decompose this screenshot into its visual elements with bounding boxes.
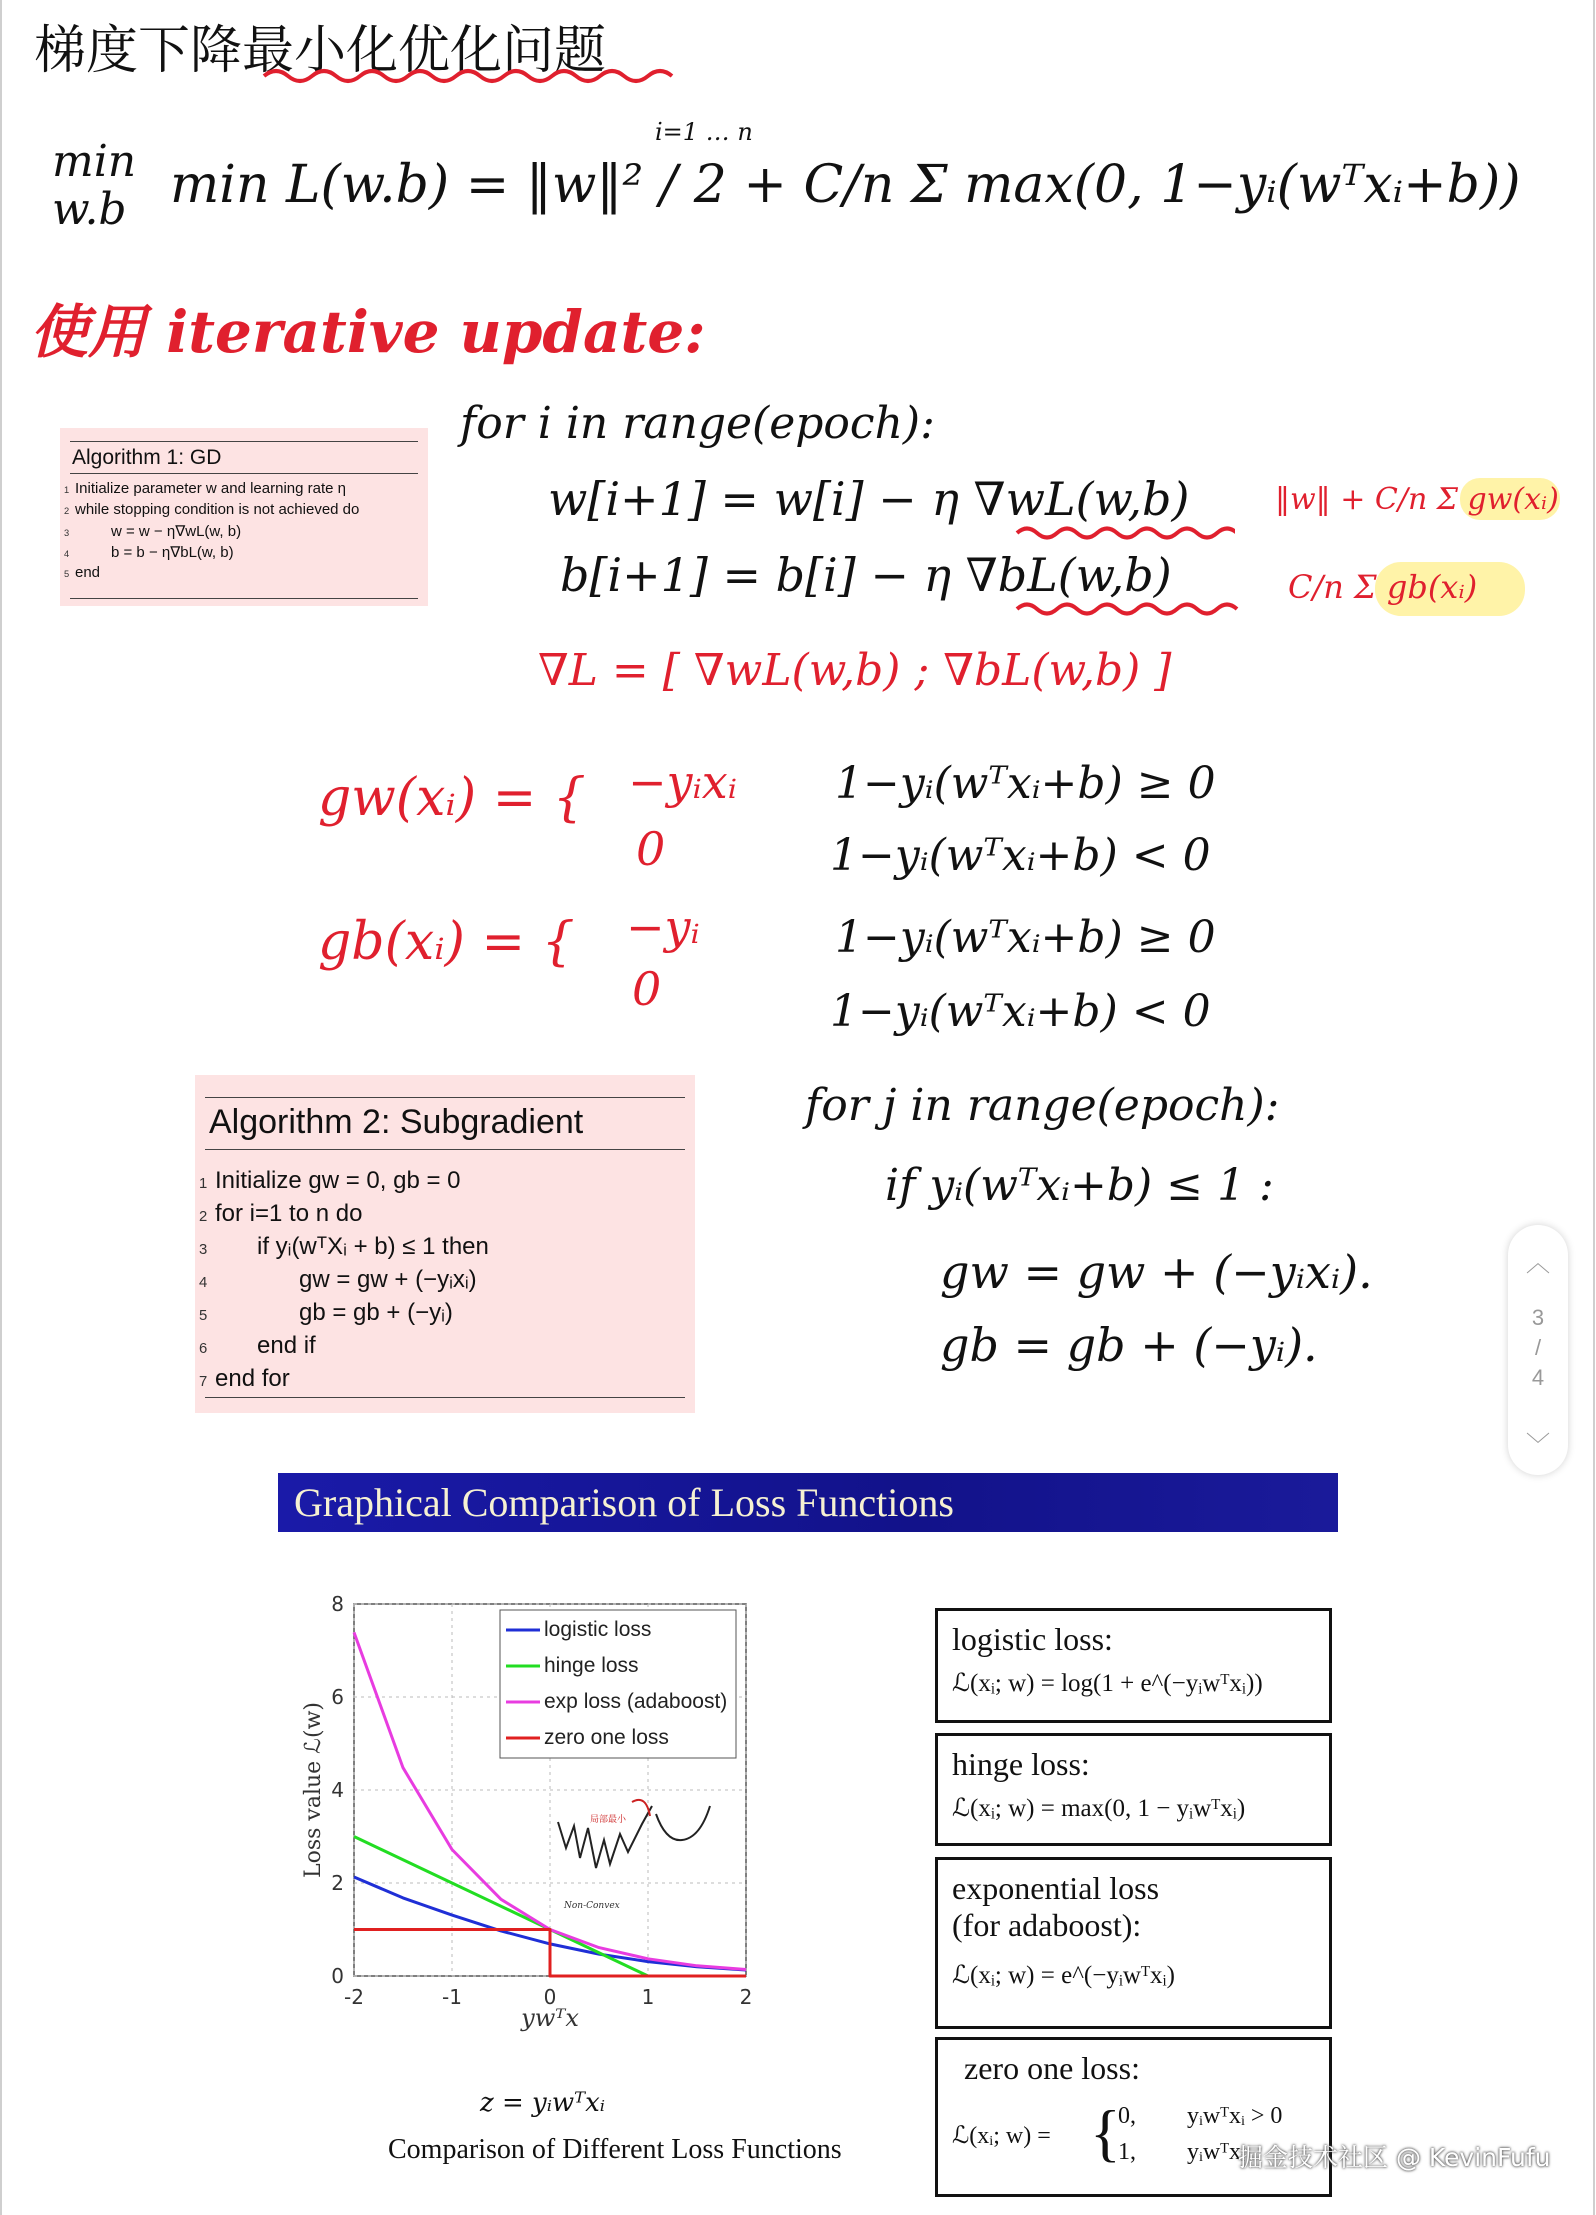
sub-cond: if yᵢ(wᵀxᵢ+b) ≤ 1 : [885,1160,1274,1211]
page-left-edge [0,0,2,2215]
sub-gw: gw = gw + (−yᵢxᵢ). [940,1245,1373,1299]
title-underlined: 最小化优化问题 [242,21,607,81]
inset-label-nonconvex: Non-Convex [564,1901,620,1911]
zero-one-case1: 0, [1118,2103,1136,2129]
algorithm-line [64,480,346,497]
loss-chart [290,1590,770,2050]
algorithm-line-text: b = b − η∇bL(w, b) [111,544,234,561]
algorithm-line-text: gw = gw + (−yᵢxᵢ) [299,1266,477,1293]
objective-formula [170,155,1521,215]
w-grad-note-text: ‖w‖ + C/n Σ gw(xᵢ) [1275,482,1559,517]
algorithm-line [199,1332,316,1360]
algorithm-line-number: 5 [199,1308,208,1324]
gd-w-update: w[i+1] = w[i] − η ∇wL(w,b) [548,472,1190,526]
chart-caption: Comparison of Different Loss Functions [388,2134,842,2165]
algorithm-line-number: 4 [199,1275,208,1291]
algorithm-line [199,1299,453,1327]
hinge-loss-name: hinge loss: [952,1746,1090,1782]
b-grad-note: C/n Σ gb(xᵢ) [1288,568,1478,606]
chart-xtick-label: 1 [641,1985,655,2009]
watermark: 掘金技术社区 @ KevinFufu [1238,2143,1551,2172]
algorithm-line [64,501,359,518]
objective-sum-range: i=1 … n [655,118,753,146]
page-total: 4 [1531,1365,1545,1390]
algorithm-line [64,564,100,581]
algorithm-line-number: 2 [199,1209,208,1225]
chart-legend-label: exp loss (adaboost) [544,1690,728,1713]
chart-legend-label: zero one loss [544,1726,669,1749]
b-grad-squiggle [1015,598,1245,620]
sub-gb: gb = gb + (−yᵢ). [940,1318,1318,1372]
algorithm-line-text: Initialize gw = 0, gb = 0 [215,1167,461,1194]
cond-gb-lt: 1−yᵢ(wᵀxᵢ+b) < 0 [830,986,1211,1037]
objective-lhs: min L(w.b) = [170,155,510,215]
algorithm-line [199,1167,460,1195]
chart-ytick-label: 0 [331,1964,344,1988]
algorithm-line-text: gb = gb + (−yᵢ) [299,1299,453,1326]
algorithm1-title: Algorithm 1: GD [72,446,222,469]
algorithm-line-text: end for [215,1365,290,1392]
chart-ytick-label: 4 [331,1778,344,1802]
cond-gw-ge: 1−yᵢ(wᵀxᵢ+b) ≥ 0 [835,758,1216,809]
algorithm-line-text: end [75,564,101,581]
logistic-loss-box [935,1608,1332,1723]
algorithm-line-number: 3 [199,1242,208,1258]
zero-one-lhs: ℒ(xᵢ; w) = [952,2123,1051,2149]
algorithm-line-number: 1 [199,1176,208,1192]
algorithm-line-number: 7 [199,1374,208,1390]
gb-lhs: gb(xᵢ) = { [318,912,575,972]
chart-ytick-label: 8 [331,1592,344,1616]
logistic-loss-name: logistic loss: [952,1621,1113,1657]
algorithm-line-number: 1 [64,485,70,495]
chart-xtick-label: -2 [344,1985,364,2009]
chart-xlabel: ywᵀx [521,2004,579,2032]
gd-b-update: b[i+1] = b[i] − η ∇bL(w,b) [560,548,1172,602]
title-squiggle-underline [262,62,694,88]
gw-lhs: gw(xᵢ) = { [318,768,586,828]
w-grad-note [1275,482,1559,517]
title-main: 梯度下降 [34,21,243,81]
algorithm-line-text: while stopping condition is not achieved do [75,501,360,518]
exp-loss-name1: exponential loss [952,1870,1160,1906]
algorithm1-box [60,428,428,606]
hinge-loss-box [935,1733,1332,1846]
objective-min-sub: w.b [52,184,127,235]
page-sep: / [1534,1335,1542,1360]
algorithm-line [199,1266,477,1294]
chart-z-def: z = yᵢwᵀxᵢ [480,2088,605,2118]
algorithm-line [199,1233,489,1261]
sub-loop: for j in range(epoch): [805,1080,1280,1131]
gb-case2: 0 [632,962,662,1016]
gb-case1: −yᵢ [626,900,700,954]
logistic-loss-formula: ℒ(xᵢ; w) = log(1 + e^(−yᵢwᵀxᵢ)) [952,1670,1263,1697]
cond-gw-lt: 1−yᵢ(wᵀxᵢ+b) < 0 [830,830,1211,881]
chart-ylabel: Loss value ℒ(w) [301,1701,326,1879]
algorithm-line-text: for i=1 to n do [215,1200,363,1227]
grad-vector: ∇L = [ ∇wL(w,b) ; ∇bL(w,b) ] [538,645,1172,696]
zero-one-case2: 1, [1118,2139,1136,2165]
algorithm-line [64,543,234,561]
algorithm-line-number: 6 [199,1341,208,1357]
inset-label-local-min: 局部最小 [590,1815,627,1825]
chart-ytick-label: 6 [331,1685,344,1709]
algorithm-line-text: end if [257,1332,316,1359]
loss-comparison-banner: Graphical Comparison of Loss Functions [278,1473,1338,1532]
algorithm-line-number: 4 [64,549,70,559]
algorithm-line [199,1365,290,1393]
zero-one-loss-name: zero one loss: [964,2050,1140,2086]
chart-xtick-label: 2 [739,1985,753,2009]
chart-xtick-label: -1 [442,1985,462,2009]
exp-loss-name2: (for adaboost): [952,1907,1142,1943]
zero-one-brace: { [1090,2097,1121,2168]
page-right-edge [1593,0,1595,2215]
objective-min: min w.b [52,136,137,235]
w-grad-squiggle [1015,522,1235,544]
algorithm2-title: Algorithm 2: Subgradient [209,1103,584,1141]
iterative-heading: 使用 iterative update: [30,298,706,366]
algorithm-line-text: Initialize parameter w and learning rate η [75,480,346,497]
hinge-loss-formula: ℒ(xᵢ; w) = max(0, 1 − yᵢwᵀxᵢ) [952,1795,1246,1822]
exp-loss-box [935,1857,1332,2029]
chart-ytick-label: 2 [331,1871,344,1895]
zero-one-case1-cond: yᵢwᵀxᵢ > 0 [1187,2103,1283,2129]
objective-rhs: ‖w‖² / 2 + C/n Σ max(0, 1−yᵢ(wᵀxᵢ+b)) [525,155,1521,215]
algorithm-line-number: 5 [64,569,70,579]
chart-legend-label: hinge loss [544,1654,639,1677]
gd-loop: for i in range(epoch): [460,398,935,449]
algorithm-line [64,522,241,540]
algorithm2-box [195,1075,695,1413]
gw-case2: 0 [636,822,666,876]
exp-loss-formula: ℒ(xᵢ; w) = e^(−yᵢwᵀxᵢ) [952,1962,1175,1989]
zero-one-case2-cond: yᵢwᵀxᵢ [1187,2139,1245,2165]
algorithm-line-text: w = w − η∇wL(w, b) [111,523,242,540]
cond-gb-ge: 1−yᵢ(wᵀxᵢ+b) ≥ 0 [835,912,1216,963]
page-up-icon[interactable]: ︿ [1526,1250,1550,1277]
page-navigator [1508,1225,1568,1475]
algorithm-line-text: if yᵢ(wᵀXᵢ + b) ≤ 1 then [257,1233,489,1260]
algorithm-line [199,1200,362,1228]
page-down-icon[interactable]: ﹀ [1526,1432,1550,1459]
chart-xtick-label: 0 [543,1985,557,2009]
page-current: 3 [1531,1305,1545,1330]
algorithm-line-number: 3 [64,528,70,538]
algorithm-line-number: 2 [64,506,70,516]
chart-legend-label: logistic loss [544,1618,652,1641]
chart-legend [500,1610,736,1758]
gw-case1: −yᵢxᵢ [628,755,737,809]
